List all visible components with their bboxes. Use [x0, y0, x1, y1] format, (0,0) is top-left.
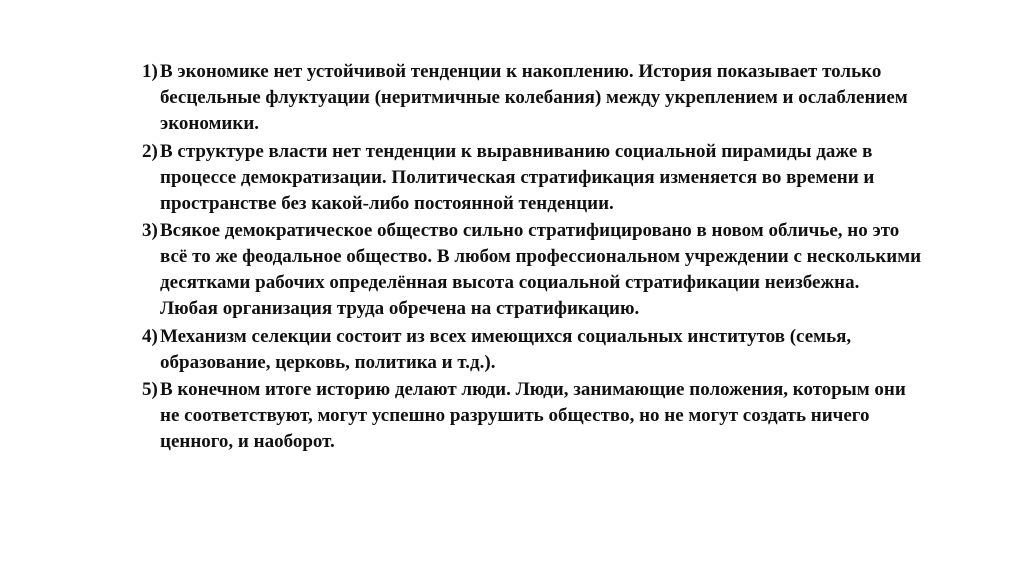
list-item-number: 3) [142, 220, 158, 241]
list-item-2 [142, 139, 922, 217]
list-item-number: 4) [142, 325, 158, 347]
list-item-5 [142, 377, 922, 455]
list-item-3 [142, 218, 922, 322]
list-item-number: 1) [142, 61, 158, 82]
list-item-text: Всякое демократическое общество сильно стратифицировано в новом обличье, но это всё то же феодальное общество. В любом профессиональном учреждении с несколькими десятками рабочих определённая высота социальной стратификации неизбежна. Любая организация труда обречена на стратификацию. [160, 220, 922, 319]
list-item-text: В экономике нет устойчивой тенденции к накоплению. История показывает только бесцельные флуктуации (неритмичные колебания) между укреплением и ослаблением экономики. [160, 61, 908, 134]
list-item-1 [142, 59, 922, 137]
numbered-list [142, 59, 922, 457]
list-item-number: 2) [142, 140, 158, 162]
list-item-text: В структуре власти нет тенденции к выравниванию социальной пирамиды даже в процессе демократизации. Политическая стратификация изменяется во времени и пространстве без какой-либо постоянной тенденции. [160, 140, 875, 214]
list-item-text: В конечном итоге историю делают люди. Люди, занимающие положения, которым они не соответствуют, могут успешно разрушить общество, но не могут создать ничего ценного, и наоборот. [160, 379, 906, 452]
list-item-4 [142, 324, 922, 376]
list-item-text: Механизм селекции состоит из всех имеющихся социальных институтов (семья, образование, церковь, политика и т.д.). [160, 325, 852, 373]
list-item-number: 5) [142, 379, 158, 400]
